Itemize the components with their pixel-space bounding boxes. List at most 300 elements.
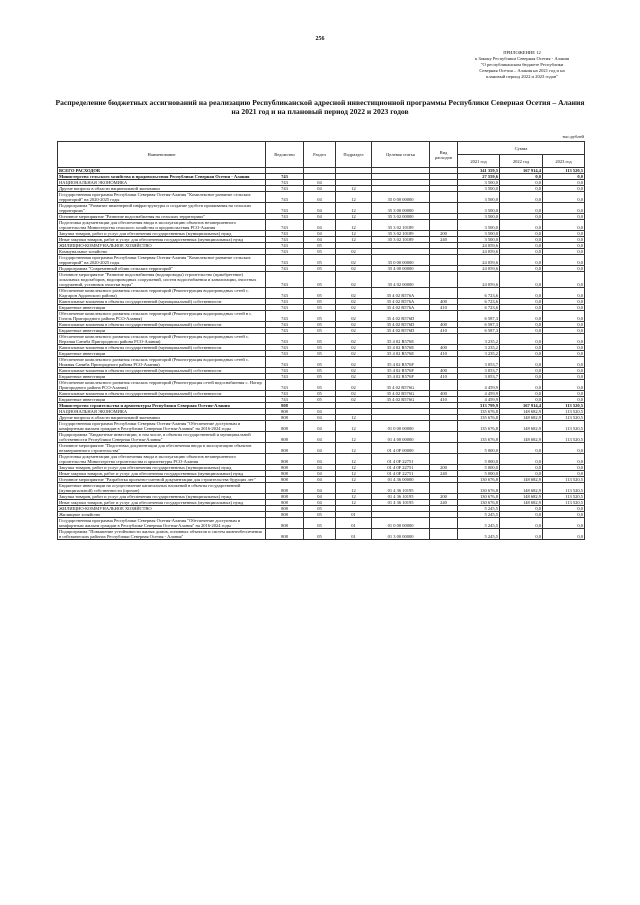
cell-pr: 02 (336, 391, 372, 397)
appendix-line: плановый период 2022 и 2023 годов" (485, 74, 559, 79)
cell-ved: 743 (266, 255, 304, 266)
cell-pr: 02 (336, 374, 372, 380)
cell-vr: 400 (430, 391, 458, 397)
cell-name: Капитальные вложения в объекты государственной (муниципальной) собственности (58, 322, 266, 328)
cell-a: 135 676,8 (458, 409, 500, 415)
cell-b: 167 914,4 (500, 403, 543, 409)
cell-rz: 05 (304, 288, 336, 299)
cell-ved: 743 (266, 272, 304, 288)
cell-c: 0,0 (543, 351, 585, 357)
cell-pr: 02 (336, 397, 372, 403)
page-number: 256 (315, 36, 325, 42)
header-2021: 2021 год (458, 155, 500, 168)
cell-cs: 35 4 02 R576G (372, 380, 430, 391)
cell-b: 0,0 (500, 203, 543, 214)
cell-c: 113 520,5 (543, 409, 585, 415)
cell-pr: 01 (336, 529, 372, 540)
cell-pr: 02 (336, 345, 372, 351)
cell-pr: 12 (336, 421, 372, 432)
cell-c: 0,0 (543, 186, 585, 192)
cell-cs: 35 4 02 R576A (372, 288, 430, 299)
cell-vr (430, 443, 458, 454)
header-2023: 2023 год (543, 155, 585, 168)
cell-ved: 743 (266, 397, 304, 403)
cell-vr (430, 483, 458, 494)
cell-c: 113 520,5 (543, 421, 585, 432)
cell-pr: 12 (336, 186, 372, 192)
cell-name: Бюджетные инвестиции (58, 351, 266, 357)
cell-cs: 35 0 00 00000 (372, 255, 430, 266)
cell-vr: 410 (430, 397, 458, 403)
cell-ved: 743 (266, 237, 304, 243)
cell-name: Основное мероприятие "Подготовка документации для обеспечения ввода в эксплуатацию объектов незавершенного строительства" (58, 443, 266, 454)
cell-ved: 808 (266, 443, 304, 454)
cell-pr: 12 (336, 415, 372, 421)
cell-c: 0,0 (543, 380, 585, 391)
cell-pr: 02 (336, 357, 372, 368)
cell-a: 3 500,0 (458, 231, 500, 237)
cell-name: Закупка товаров, работ и услуг для обеспечения государственных (муниципальных) нужд (58, 494, 266, 500)
cell-c: 0,0 (543, 220, 585, 231)
cell-cs: 01 4 0F 22751 (372, 454, 430, 465)
cell-rz: 05 (304, 512, 336, 518)
cell-vr (430, 272, 458, 288)
cell-ved: 808 (266, 506, 304, 512)
cell-a: 135 676,8 (458, 432, 500, 443)
cell-rz: 05 (304, 243, 336, 249)
cell-ved: 743 (266, 345, 304, 351)
cell-pr: 02 (336, 351, 372, 357)
table-row (58, 432, 585, 443)
cell-ved: 808 (266, 421, 304, 432)
cell-cs: 01 4 0F 00000 (372, 443, 430, 454)
cell-vr: 410 (430, 328, 458, 334)
cell-rz: 04 (304, 465, 336, 471)
cell-pr: 02 (336, 311, 372, 322)
cell-b: 0,0 (500, 288, 543, 299)
cell-ved: 808 (266, 409, 304, 415)
cell-cs: 01 0 00 00000 (372, 421, 430, 432)
cell-name: Бюджетные инвестиции (58, 374, 266, 380)
cell-c: 0,0 (543, 368, 585, 374)
cell-c: 113 520,5 (543, 477, 585, 483)
cell-b: 0,0 (500, 249, 543, 255)
cell-c: 0,0 (543, 255, 585, 266)
cell-vr: 400 (430, 345, 458, 351)
cell-a: 5 000,0 (458, 454, 500, 465)
cell-pr: 12 (336, 231, 372, 237)
cell-cs: 35 4 02 R576A (372, 305, 430, 311)
cell-rz: 05 (304, 529, 336, 540)
cell-ved: 743 (266, 374, 304, 380)
cell-vr: 400 (430, 299, 458, 305)
cell-c: 0,0 (543, 174, 585, 180)
cell-rz: 05 (304, 374, 336, 380)
cell-rz: 05 (304, 506, 336, 512)
cell-name: Бюджетные инвестиции (58, 305, 266, 311)
cell-c: 0,0 (543, 214, 585, 220)
cell-ved: 743 (266, 288, 304, 299)
cell-pr: 01 (336, 518, 372, 529)
cell-c: 0,0 (543, 266, 585, 272)
cell-rz: 05 (304, 311, 336, 322)
cell-pr: 02 (336, 322, 372, 328)
cell-name: Иные закупки товаров, работ и услуг для обеспечения государственных (муниципальных) нужд (58, 471, 266, 477)
cell-ved: 808 (266, 477, 304, 483)
cell-ved: 808 (266, 500, 304, 506)
cell-a: 130 676,8 (458, 477, 500, 483)
table-row (58, 203, 585, 214)
cell-pr: 02 (336, 266, 372, 272)
cell-rz: 04 (304, 231, 336, 237)
cell-a: 130 676,8 (458, 500, 500, 506)
cell-b: 148 682,9 (500, 500, 543, 506)
cell-b: 148 682,9 (500, 477, 543, 483)
cell-rz: 04 (304, 483, 336, 494)
header-razdel: Раздел (304, 142, 336, 168)
cell-vr: 410 (430, 374, 458, 380)
cell-pr: 12 (336, 494, 372, 500)
cell-a: 24 059,6 (458, 266, 500, 272)
cell-a: 6 587,3 (458, 311, 500, 322)
cell-vr (430, 380, 458, 391)
cell-name: Подпрограмма "Бюджетные инвестиции, в том числе, в объекты государственной и муниципальной собственности Республики Северная Осетия-Алания" (58, 432, 266, 443)
cell-b: 148 682,9 (500, 415, 543, 421)
cell-a: 5 000,0 (458, 465, 500, 471)
cell-c: 0,0 (543, 357, 585, 368)
table-row (58, 529, 585, 540)
cell-name: ЖИЛИЩНО-КОММУНАЛЬНОЕ ХОЗЯЙСТВО (58, 506, 266, 512)
table-row (58, 272, 585, 288)
cell-ved: 743 (266, 351, 304, 357)
cell-c: 113 520,5 (543, 168, 585, 174)
cell-rz: 04 (304, 192, 336, 203)
cell-pr: 02 (336, 334, 372, 345)
cell-cs: 35 3 02 10189 (372, 237, 430, 243)
cell-pr: 02 (336, 328, 372, 334)
cell-ved: 743 (266, 214, 304, 220)
cell-rz: 05 (304, 345, 336, 351)
cell-cs: 01 4 00 00000 (372, 432, 430, 443)
table-row (58, 421, 585, 432)
cell-a: 3 053,7 (458, 357, 500, 368)
cell-pr: 12 (336, 214, 372, 220)
cell-pr: 12 (336, 483, 372, 494)
cell-name: Закупка товаров, работ и услуг для обеспечения государственных (муниципальных) нужд (58, 465, 266, 471)
cell-name: Подпрограмма "Развитие инженерной инфраструктуры и создание удобств проживания на сельских территориях" (58, 203, 266, 214)
cell-rz: 04 (304, 443, 336, 454)
cell-pr: 12 (336, 220, 372, 231)
cell-ved: 743 (266, 322, 304, 328)
cell-vr (430, 357, 458, 368)
cell-cs: 35 4 02 R576D (372, 328, 430, 334)
cell-ved: 808 (266, 471, 304, 477)
cell-a: 341 359,5 (458, 168, 500, 174)
cell-b: 0,0 (500, 186, 543, 192)
cell-b: 0,0 (500, 443, 543, 454)
cell-cs: 35 4 02 R576D (372, 322, 430, 328)
cell-b: 0,0 (500, 272, 543, 288)
cell-cs: 35 3 02 10189 (372, 231, 430, 237)
cell-name: Подпрограмма "Повышение устойчивости жилых домов, основных объектов и систем жизнеобеспечения в сейсмических районах Республики Северная Осетия - Алания" (58, 529, 266, 540)
cell-b: 0,0 (500, 345, 543, 351)
cell-a: 313 799,9 (458, 403, 500, 409)
cell-pr: 01 (336, 512, 372, 518)
cell-vr: 240 (430, 471, 458, 477)
cell-b: 0,0 (500, 305, 543, 311)
cell-vr: 200 (430, 231, 458, 237)
cell-c: 0,0 (543, 391, 585, 397)
cell-cs: 35 4 02 R576F (372, 357, 430, 368)
cell-vr (430, 192, 458, 203)
table-body (58, 168, 585, 540)
cell-a: 3 500,0 (458, 214, 500, 220)
cell-b: 0,0 (500, 192, 543, 203)
cell-cs: 35 4 02 R576E (372, 334, 430, 345)
cell-vr: 410 (430, 351, 458, 357)
cell-c: 0,0 (543, 288, 585, 299)
cell-pr: 12 (336, 465, 372, 471)
cell-name: Государственная программа Республики Северная Осетия-Алания "Обеспечение доступным и комфортным жильем граждан в Республике Северная Осетия-Алания" на 2016-2024 годы (58, 421, 266, 432)
cell-b: 0,0 (500, 380, 543, 391)
cell-a: 135 676,8 (458, 421, 500, 432)
cell-name: Жилищное хозяйство (58, 512, 266, 518)
table-row (58, 443, 585, 454)
cell-name: Капитальные вложения в объекты государственной (муниципальной) собственности (58, 345, 266, 351)
units-label: тыс.рублей (562, 134, 584, 139)
cell-b: 0,0 (500, 237, 543, 243)
cell-ved: 743 (266, 220, 304, 231)
cell-b: 148 682,9 (500, 432, 543, 443)
cell-a: 3 235,2 (458, 334, 500, 345)
cell-name: Обеспечение комплексного развития сельских территорий (Реконструкция водопроводных сетей с. Кадгарон Ардонского района) (58, 288, 266, 299)
cell-b: 148 682,9 (500, 483, 543, 494)
table-row (58, 255, 585, 266)
cell-a: 3 053,7 (458, 374, 500, 380)
cell-c: 0,0 (543, 529, 585, 540)
cell-b: 0,0 (500, 243, 543, 249)
cell-name: Подпрограмма "Современный облик сельских территорий" (58, 266, 266, 272)
cell-pr: 12 (336, 203, 372, 214)
cell-c: 113 520,5 (543, 403, 585, 409)
cell-c: 113 520,5 (543, 500, 585, 506)
cell-a: 5 245,5 (458, 506, 500, 512)
cell-rz: 05 (304, 334, 336, 345)
header-expense-type: Вид расходов (430, 142, 458, 168)
cell-vr (430, 454, 458, 465)
cell-cs: 35 4 00 00000 (372, 266, 430, 272)
cell-ved: 808 (266, 454, 304, 465)
cell-b: 0,0 (500, 351, 543, 357)
table-row (58, 334, 585, 345)
cell-ved: 743 (266, 357, 304, 368)
cell-c: 0,0 (543, 345, 585, 351)
cell-ved: 743 (266, 203, 304, 214)
cell-ved: 743 (266, 334, 304, 345)
cell-pr: 02 (336, 272, 372, 288)
cell-vr (430, 432, 458, 443)
cell-b: 167 914,4 (500, 168, 543, 174)
cell-rz: 04 (304, 409, 336, 415)
cell-name: Основное мероприятие "Развитие водоснабжения на сельских территориях" (58, 214, 266, 220)
header-name: Наименование (58, 142, 266, 168)
cell-ved: 743 (266, 174, 304, 180)
table-row (58, 192, 585, 203)
table-row (58, 380, 585, 391)
cell-cs: 01 4 0F 22751 (372, 471, 430, 477)
cell-rz: 04 (304, 415, 336, 421)
cell-name: Закупка товаров, работ и услуг для обеспечения государственных (муниципальных) нужд (58, 231, 266, 237)
cell-cs: 35 3 02 00000 (372, 214, 430, 220)
cell-rz: 04 (304, 477, 336, 483)
cell-name: Основное мероприятие "Развитие водоснабжения (водопроводы) строительство (приобретение) локальных водозаборов, водопроводных сооружений, систем водоснабжения и канализации, очистных сооружений, установок очистки воды" (58, 272, 266, 288)
cell-name: Бюджетные инвестиции на осуществление капитальных вложений в объекты государственной (муниципальной) собственности (прочие) (58, 483, 266, 494)
cell-b: 148 682,9 (500, 409, 543, 415)
cell-c: 0,0 (543, 299, 585, 305)
cell-rz: 04 (304, 421, 336, 432)
cell-vr (430, 255, 458, 266)
cell-pr: 12 (336, 192, 372, 203)
cell-b: 0,0 (500, 454, 543, 465)
cell-a: 6 723,6 (458, 288, 500, 299)
cell-a: 5 000,0 (458, 443, 500, 454)
cell-b: 0,0 (500, 506, 543, 512)
cell-rz: 05 (304, 266, 336, 272)
table-row (58, 518, 585, 529)
cell-c: 0,0 (543, 512, 585, 518)
cell-rz: 05 (304, 299, 336, 305)
cell-a: 5 000,0 (458, 471, 500, 477)
cell-ved: 743 (266, 311, 304, 322)
cell-name: НАЦИОНАЛЬНАЯ ЭКОНОМИКА (58, 180, 266, 186)
cell-cs: 01 4 36 00000 (372, 477, 430, 483)
cell-a: 24 059,6 (458, 255, 500, 266)
appendix-line: к Закону Республики Северная Осетия - Алания (474, 56, 570, 61)
cell-vr: 400 (430, 368, 458, 374)
cell-c: 0,0 (543, 203, 585, 214)
cell-cs: 35 4 02 R576F (372, 374, 430, 380)
cell-vr (430, 518, 458, 529)
cell-a: 3 053,7 (458, 368, 500, 374)
cell-ved: 808 (266, 465, 304, 471)
cell-a: 6 587,3 (458, 328, 500, 334)
appendix-line: Северная Осетия – Алания на 2021 год и на (479, 68, 565, 73)
cell-cs: 35 4 02 R576E (372, 351, 430, 357)
cell-rz: 04 (304, 237, 336, 243)
cell-pr: 02 (336, 255, 372, 266)
cell-rz: 05 (304, 255, 336, 266)
cell-cs: 01 0 00 00000 (372, 518, 430, 529)
cell-a: 4 459,9 (458, 397, 500, 403)
cell-a: 6 723,6 (458, 299, 500, 305)
cell-c: 0,0 (543, 506, 585, 512)
cell-cs: 35 4 02 R576D (372, 311, 430, 322)
cell-ved: 743 (266, 299, 304, 305)
cell-ved: 808 (266, 529, 304, 540)
cell-ved: 743 (266, 249, 304, 255)
cell-ved: 808 (266, 512, 304, 518)
cell-cs: 35 4 02 R576A (372, 299, 430, 305)
cell-rz: 04 (304, 220, 336, 231)
cell-a: 3 500,0 (458, 192, 500, 203)
header-podrazdel: Подраздел (336, 142, 372, 168)
cell-b: 0,0 (500, 299, 543, 305)
cell-c: 0,0 (543, 192, 585, 203)
cell-c: 113 520,5 (543, 415, 585, 421)
cell-ved: 743 (266, 391, 304, 397)
cell-ved: 808 (266, 403, 304, 409)
cell-ved: 743 (266, 368, 304, 374)
cell-a: 130 676,8 (458, 483, 500, 494)
cell-cs: 35 4 02 R576G (372, 397, 430, 403)
table-row (58, 483, 585, 494)
cell-rz: 05 (304, 305, 336, 311)
cell-cs: 35 4 02 R576F (372, 368, 430, 374)
cell-name: Государственная программа Республики Северная Осетия-Алания "Обеспечение доступным и комфортным жильем граждан в Республике Северная Осетия-Алания" на 2016-2024 годы (58, 518, 266, 529)
table-row (58, 454, 585, 465)
cell-rz: 04 (304, 494, 336, 500)
cell-pr: 12 (336, 500, 372, 506)
table-row (58, 288, 585, 299)
cell-a: 4 459,9 (458, 391, 500, 397)
cell-a: 3 500,0 (458, 237, 500, 243)
cell-rz: 05 (304, 328, 336, 334)
cell-ved: 743 (266, 328, 304, 334)
cell-b: 0,0 (500, 328, 543, 334)
cell-b: 0,0 (500, 266, 543, 272)
cell-cs: 35 3 02 10189 (372, 220, 430, 231)
header-2022: 2022 год (500, 155, 543, 168)
cell-name: Министерство сельского хозяйства и продовольствия Республики Северная Осетия - Алания (58, 174, 266, 180)
cell-a: 24 059,6 (458, 243, 500, 249)
cell-c: 0,0 (543, 471, 585, 477)
cell-c: 0,0 (543, 249, 585, 255)
cell-cs: 01 4 36 10195 (372, 483, 430, 494)
cell-rz: 04 (304, 214, 336, 220)
cell-c: 0,0 (543, 518, 585, 529)
cell-b: 0,0 (500, 471, 543, 477)
cell-cs: 01 3 00 00000 (372, 529, 430, 540)
cell-pr: 02 (336, 305, 372, 311)
cell-c: 0,0 (543, 322, 585, 328)
cell-c: 113 520,5 (543, 432, 585, 443)
cell-ved: 808 (266, 415, 304, 421)
cell-name: Коммунальное хозяйство (58, 249, 266, 255)
header-ved: Ведомство (266, 142, 304, 168)
cell-name: Основное мероприятие "Разработка проектно-сметной документации для строительства будущих лет" (58, 477, 266, 483)
cell-c: 0,0 (543, 328, 585, 334)
appendix-header (452, 50, 592, 80)
cell-c: 113 520,5 (543, 483, 585, 494)
cell-b: 0,0 (500, 231, 543, 237)
cell-a: 3 235,2 (458, 351, 500, 357)
cell-b: 0,0 (500, 214, 543, 220)
cell-rz: 04 (304, 432, 336, 443)
cell-name: Государственная программа Республики Северная Осетия-Алания "Комплексное развитие сельских территорий" на 2020-2025 годы (58, 192, 266, 203)
cell-c: 0,0 (543, 374, 585, 380)
cell-a: 3 500,0 (458, 203, 500, 214)
cell-name: Капитальные вложения в объекты государственной (муниципальной) собственности (58, 391, 266, 397)
cell-b: 0,0 (500, 180, 543, 186)
cell-name: Подготовка документации для обеспечения ввода в эксплуатацию объектов незавершенного строительства Министерства строительства и архитектуры РСО-Алания (58, 454, 266, 465)
cell-name: ЖИЛИЩНО-КОММУНАЛЬНОЕ ХОЗЯЙСТВО (58, 243, 266, 249)
cell-ved: 743 (266, 180, 304, 186)
cell-rz: 05 (304, 272, 336, 288)
cell-rz: 04 (304, 203, 336, 214)
cell-ved: 808 (266, 494, 304, 500)
cell-b: 0,0 (500, 334, 543, 345)
cell-vr (430, 421, 458, 432)
